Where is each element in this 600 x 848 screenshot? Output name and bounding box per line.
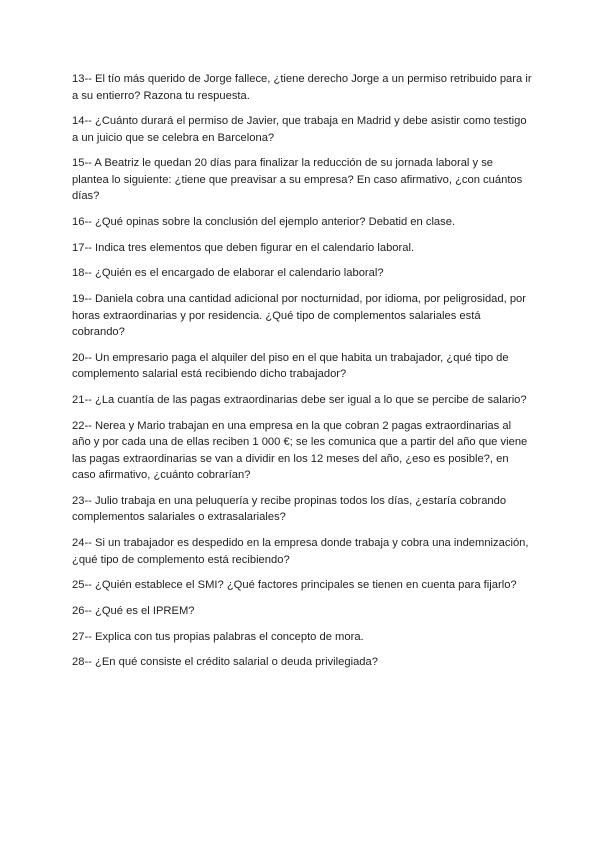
question-14: 14-- ¿Cuánto durará el permiso de Javier, que trabaja en Madrid y debe asistir como testigo a un juicio que se celebra en Barcelona? bbox=[72, 115, 527, 144]
question-25: 25-- ¿Quién establece el SMI? ¿Qué factores principales se tienen en cuenta para fijarlo? bbox=[72, 579, 517, 592]
question-list bbox=[72, 71, 532, 680]
question-15: 15-- A Beatriz le quedan 20 días para finalizar la reducción de su jornada laboral y se plantea lo siguiente: ¿tiene que preavisar a su empresa? En caso afirmativo, ¿con cuántos días? bbox=[72, 157, 523, 203]
question-28: 28-- ¿En qué consiste el crédito salarial o deuda privilegiada? bbox=[72, 656, 378, 669]
question-19: 19-- Daniela cobra una cantidad adicional por nocturnidad, por idioma, por peligrosidad, por horas extraordinarias y por residencia. ¿Qué tipo de complementos salariales está cobrando? bbox=[72, 293, 526, 339]
question-18: 18-- ¿Quién es el encargado de elaborar el calendario laboral? bbox=[72, 267, 384, 280]
question-17: 17-- Indica tres elementos que deben figurar en el calendario laboral. bbox=[72, 241, 415, 254]
question-23: 23-- Julio trabaja en una peluquería y recibe propinas todos los días, ¿estaría cobrando complementos salariales o extrasalariales? bbox=[72, 494, 507, 524]
question-16: 16-- ¿Qué opinas sobre la conclusión del ejemplo anterior? Debatid en clase. bbox=[72, 216, 456, 229]
question-21: 21-- ¿La cuantía de las pagas extraordinarias debe ser igual a lo que se percibe de salario? bbox=[72, 394, 527, 406]
question-13: 13-- El tío más querido de Jorge fallece, ¿tiene derecho Jorge a un permiso retribuido para ir a su entierro? Razona tu respuesta. bbox=[72, 73, 532, 102]
question-20: 20-- Un empresario paga el alquiler del piso en el que habita un trabajador, ¿qué tipo de complemento salarial está recibiendo dicho trabajador? bbox=[72, 351, 509, 381]
question-24: 24-- Si un trabajador es despedido en la empresa donde trabaja y cobra una indemnización, ¿qué tipo de complemento está recibiendo? bbox=[72, 537, 529, 566]
question-27: 27-- Explica con tus propias palabras el concepto de mora. bbox=[72, 630, 364, 643]
question-22: 22-- Nerea y Mario trabajan en una empresa en la que cobran 2 pagas extraordinarias al año y por cada una de ellas reciben 1 000 €; se les comunica que a partir del año que viene las pagas extraordinarias se van a dividir en los 12 meses del año, ¿eso es posible?, en caso afirmativo, ¿cuánto cobrarían? bbox=[72, 419, 528, 482]
question-26: 26-- ¿Qué es el IPREM? bbox=[72, 604, 195, 617]
